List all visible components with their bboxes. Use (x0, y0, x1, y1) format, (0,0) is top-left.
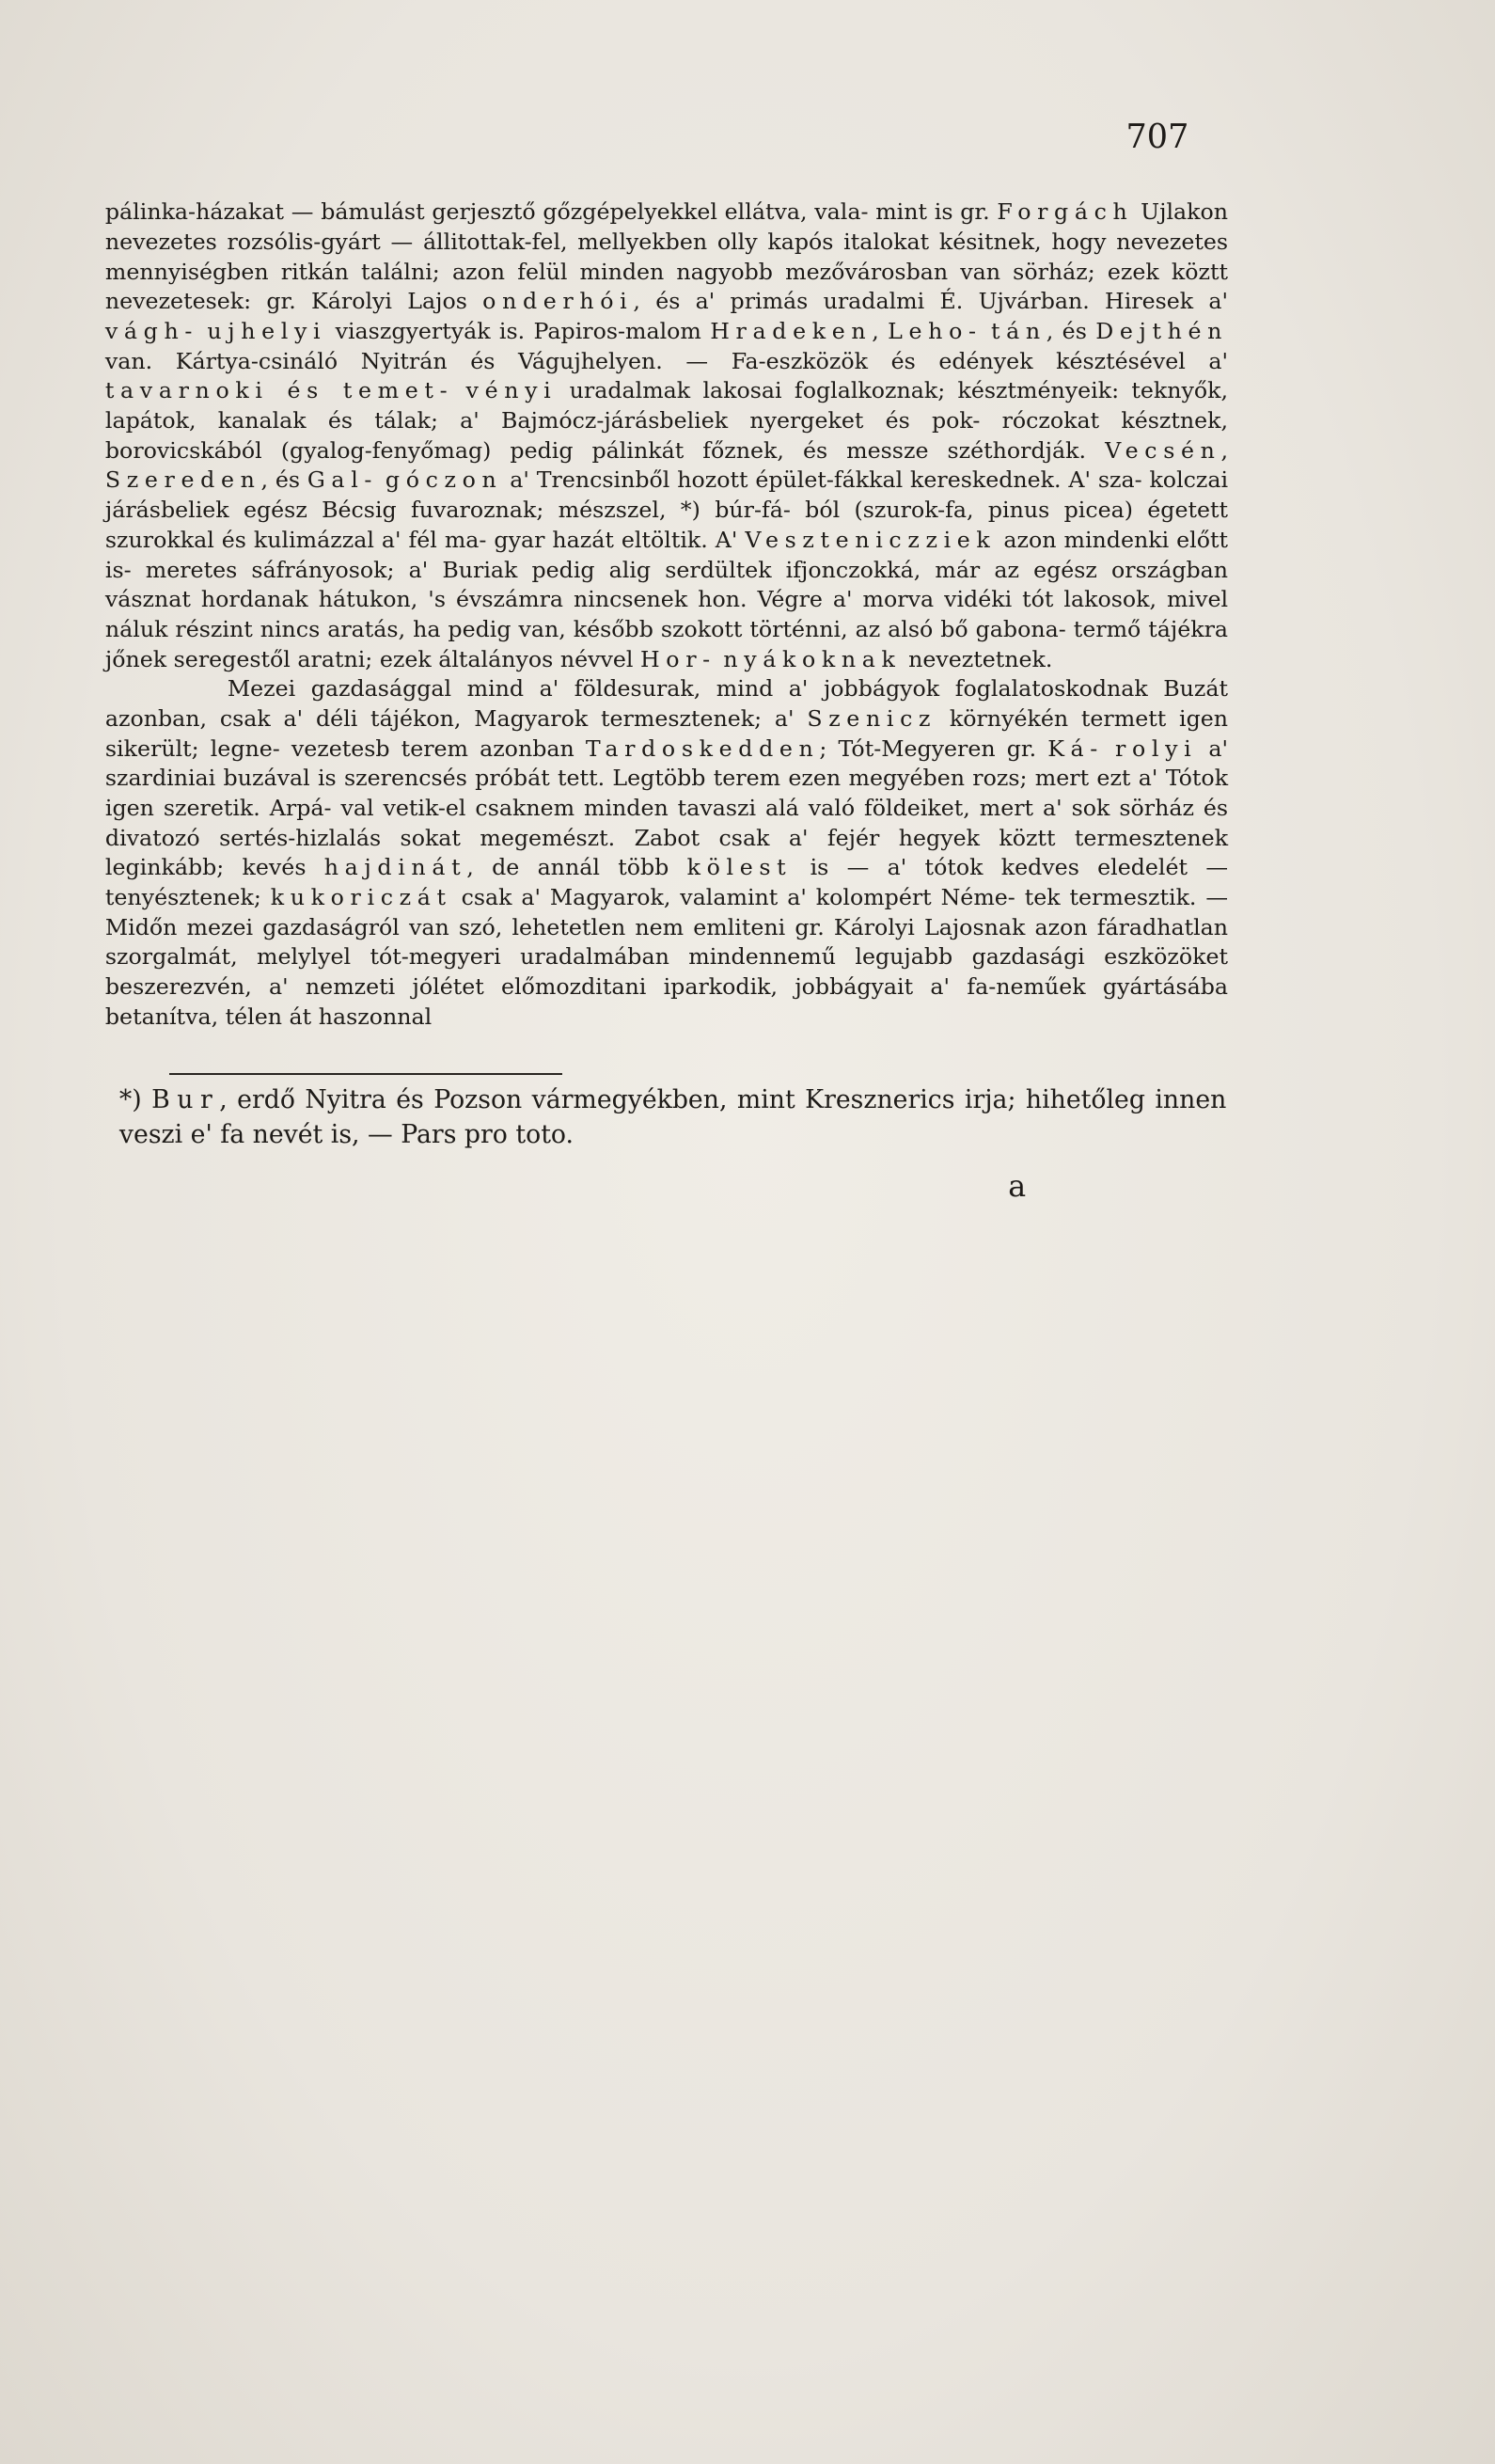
footnote: *) Bur, erdő Nyitra és Pozson vármegyékben, mint Kresznerics irja; hihetőleg innen veszi e' fa nevét is, — Pars pro toto. (118, 1085, 1227, 1150)
footnote-rule (169, 1073, 562, 1075)
footnote-marker: *) (118, 1085, 142, 1115)
main-text (105, 197, 1228, 1032)
paragraph-1: pálinka-házakat — bámulást gerjesztő gőzgépelyekkel ellátva, vala- mint is gr. Forgách Ujlakon nevezetes rozsólis-gyárt — állitottak-fel, mellyekben olly kapós italokat késitnek, hogy nevezetes mennyiségben ritkán találni; azon felül minden nagyobb mezővárosban van sörház; ezek köztt nevezetesek: gr. Károlyi Lajos onderhói, és a' primás uradalmi É. Ujvárban. Hiresek a' vágh- ujhelyi viaszgyertyák is. Papiros-malom Hradeken, Leho- tán, és Dejthén van. Kártya-csináló Nyitrán és Vágujhelyen. — Fa-eszközök és edények késztésével a' tavarnoki és temet- vényi uradalmak lakosai foglalkoznak; késztményeik: teknyők, lapátok, kanalak és tálak; a' Bajmócz-járásbeliek nyergeket és pok- róczokat késztnek, borovicskából (gyalog-fenyőmag) pedig pálinkát főznek, és messze széthordják. Vecsén, Szereden, és Gal- góczon a' Trencsinből hozott épület-fákkal kereskednek. A' sza- kolczai járásbeliek egész Bécsig fuvaroznak; mészszel, *) búr-fá- ból (szurok-fa, pinus picea) égetett szurokkal és kulimázzal a' fél ma- gyar hazát eltöltik. A' Veszteniczziek azon mindenki előtt is- meretes sáfrányosok; a' Buriak pedig alig serdültek ifjonczokká, már az egész országban vásznat hordanak hátukon, 's évszámra nincsenek hon. Végre a' morva vidéki tót lakosok, mivel náluk részint nincs aratás, ha pedig van, később szokott történni, az alsó bő gabona- termő tájékra jőnek seregestől aratni; ezek általányos névvel Hor- nyákoknak neveztetnek. (104, 198, 1229, 672)
signature-mark: a (1008, 1170, 1027, 1205)
footnote-term: Bur (151, 1085, 220, 1115)
page-number: 707 (1125, 118, 1189, 157)
paragraph-2: Mezei gazdasággal mind a' földesurak, mind a' jobbágyok foglalatoskodnak Buzát azonban, csak a' déli tájékon, Magyarok termesztenek; a' Szenicz környékén termett igen sikerült; legne- vezetesb terem azonban Tardoskedden; Tót-Megyeren gr. Ká- rolyi a' szardiniai buzával is szerencsés próbát tett. Legtöbb terem ezen megyében rozs; mert ezt a' Tótok igen szeretik. Arpá- val vetik-el csaknem minden tavaszi alá való földeiket, mert a' sok sörház és divatozó sertés-hizlalás sokat megemészt. Zabot csak a' fejér hegyek köztt termesztenek leginkább; kevés hajdinát, de annál több kölest is — a' tótok kedves eledelét — tenyésztenek; kukoriczát csak a' Magyarok, valamint a' kolompért Néme- tek termesztik. — Midőn mezei gazdaságról van szó, lehetetlen nem emliteni gr. Károlyi Lajosnak azon fáradhatlan szorgalmát, melylyel tót-megyeri uradalmában mindennemű legujabb gazdasági eszközöket beszerezvén, a' nemzeti jólétet előmozditani iparkodik, jobbágyait a' fa-neműek gyártásába betanítva, télen át haszonnal (104, 675, 1229, 1030)
